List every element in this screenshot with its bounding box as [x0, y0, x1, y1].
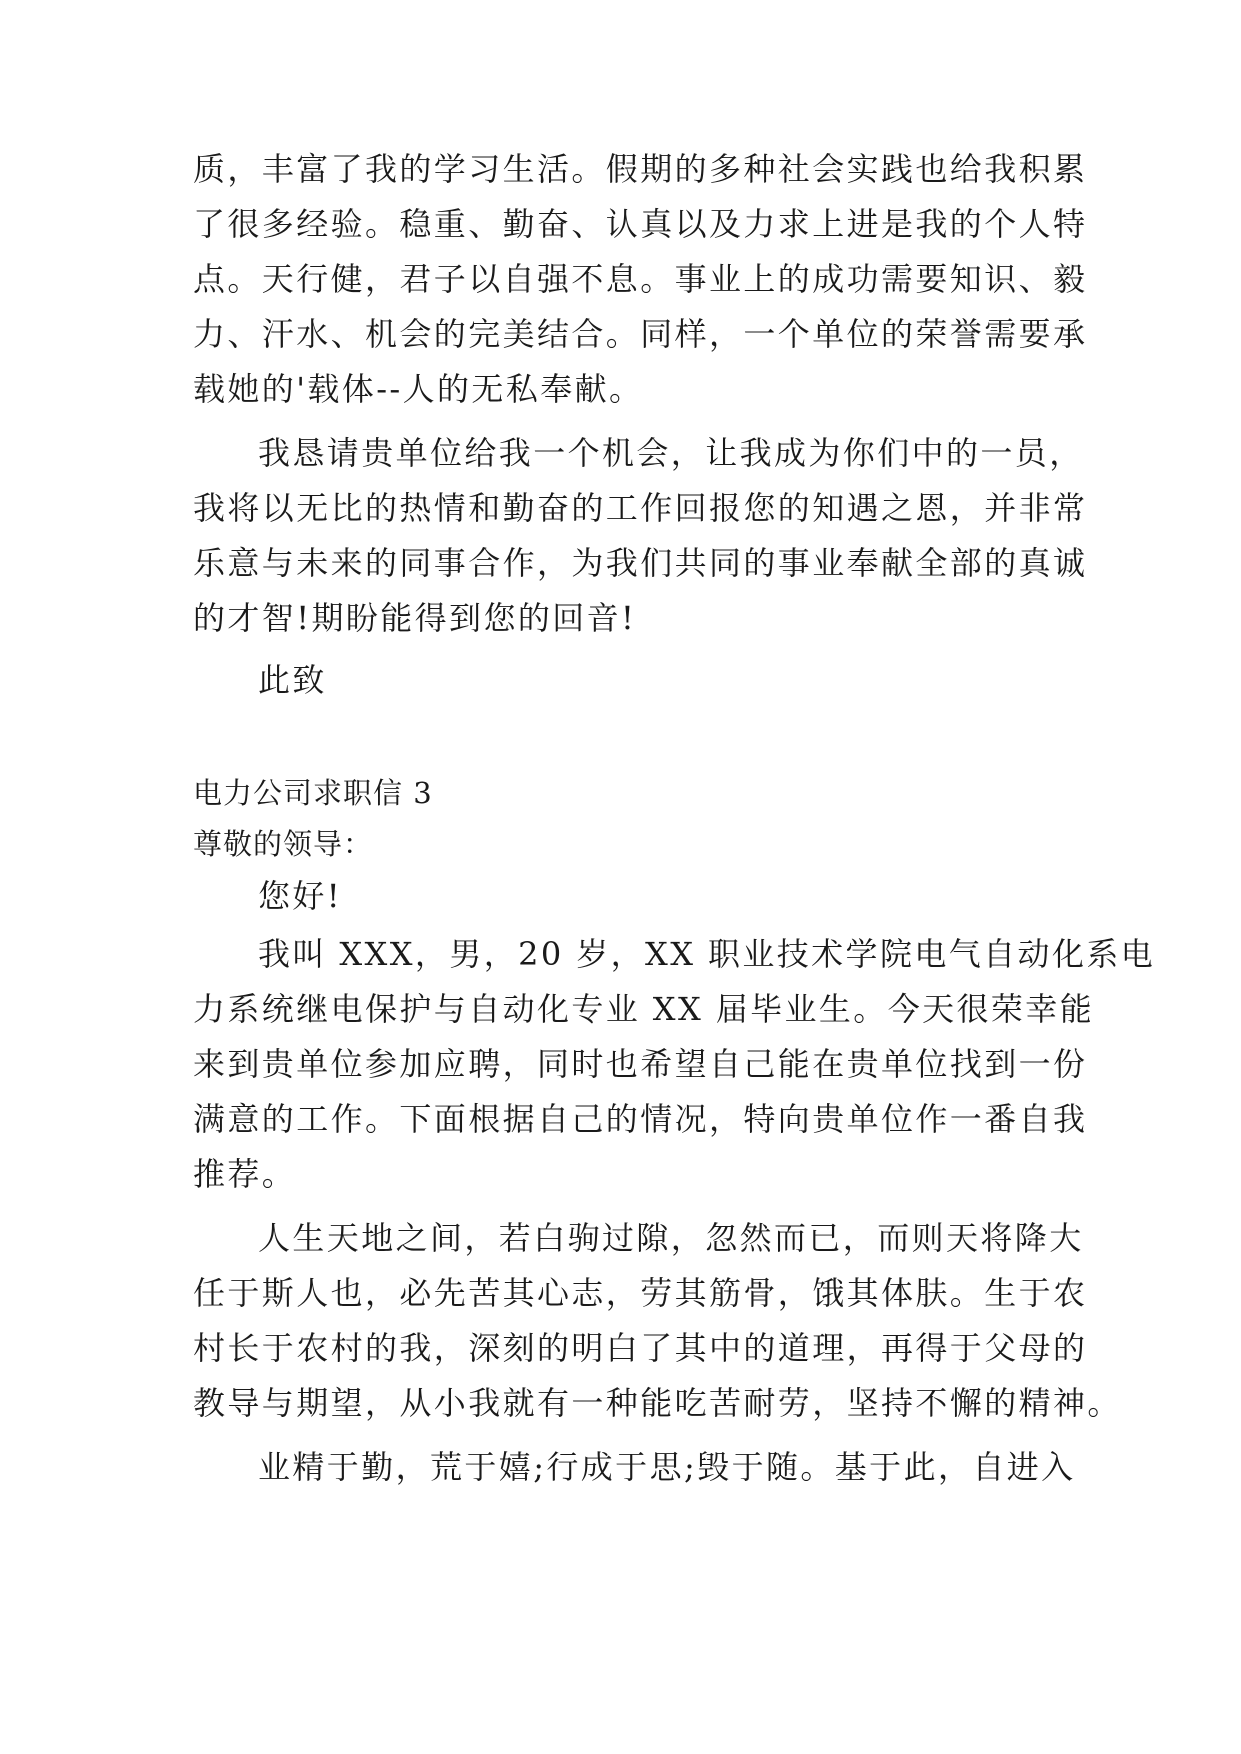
paragraph-line: 人生天地之间，若白驹过隙，忽然而已，而则天将降大 [258, 1219, 1084, 1257]
section-title: 电力公司求职信 3 [193, 776, 433, 810]
paragraph-line: 我将以无比的热情和勤奋的工作回报您的知遇之恩，并非常 [193, 489, 1088, 527]
paragraph-line: 我叫 XXX，男，20 岁，XX 职业技术学院电气自动化系电 [258, 935, 1156, 973]
paragraph-line: 我恳请贵单位给我一个机会，让我成为你们中的一员， [258, 434, 1084, 472]
paragraph-line: 来到贵单位参加应聘，同时也希望自己能在贵单位找到一份 [193, 1045, 1088, 1083]
paragraph-line: 教导与期望，从小我就有一种能吃苦耐劳，坚持不懈的精神。 [193, 1384, 1122, 1422]
paragraph-line: 了很多经验。稳重、勤奋、认真以及力求上进是我的个人特 [193, 205, 1088, 243]
paragraph-line: 乐意与未来的同事合作，为我们共同的事业奉献全部的真诚 [193, 544, 1088, 582]
paragraph-line: 力系统继电保护与自动化专业 XX 届毕业生。今天很荣幸能 [193, 990, 1095, 1028]
paragraph-line: 点。天行健，君子以自强不息。事业上的成功需要知识、毅 [193, 260, 1088, 298]
paragraph-line: 满意的工作。下面根据自己的情况，特向贵单位作一番自我 [193, 1100, 1088, 1138]
paragraph-line: 村长于农村的我，深刻的明白了其中的道理，再得于父母的 [193, 1329, 1088, 1367]
paragraph-line: 业精于勤，荒于嬉;行成于思;毁于随。基于此，自进入 [258, 1448, 1076, 1486]
paragraph-line: 的才智!期盼能得到您的回音! [193, 599, 637, 637]
paragraph-line: 载她的'载体--人的无私奉献。 [193, 370, 644, 408]
greeting: 您好! [258, 877, 343, 915]
paragraph-line: 推荐。 [193, 1155, 297, 1193]
paragraph-line: 质，丰富了我的学习生活。假期的多种社会实践也给我积累 [193, 150, 1088, 188]
paragraph-line: 任于斯人也，必先苦其心志，劳其筋骨，饿其体肤。生于农 [193, 1274, 1088, 1312]
closing-text: 此致 [258, 661, 327, 699]
paragraph-line: 力、汗水、机会的完美结合。同样，一个单位的荣誉需要承 [193, 315, 1088, 353]
salutation: 尊敬的领导： [193, 827, 374, 861]
